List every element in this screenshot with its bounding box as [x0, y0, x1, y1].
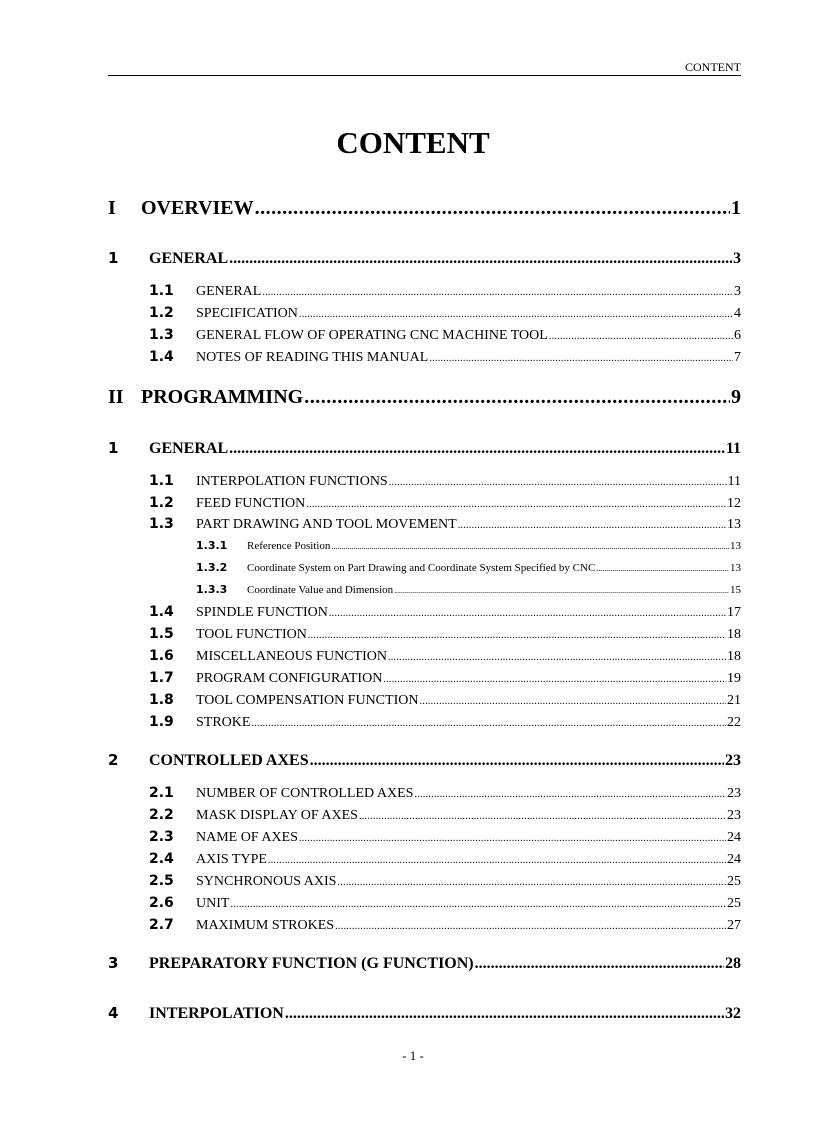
toc-title: MAXIMUM STROKES	[196, 918, 335, 933]
toc-title: SPINDLE FUNCTION	[196, 605, 328, 620]
toc-number: 1.2	[149, 495, 174, 511]
dot-leader	[414, 789, 726, 800]
toc-number: 2.1	[149, 785, 174, 801]
toc-number: 1.8	[149, 692, 174, 708]
toc-page: 18	[727, 627, 741, 642]
toc-title: GENERAL	[149, 440, 229, 457]
toc-entry-section[interactable]	[149, 283, 741, 300]
dot-leader	[383, 674, 726, 685]
toc-entry-section[interactable]	[149, 626, 741, 643]
toc-number: 2.7	[149, 917, 174, 933]
toc-page: 25	[727, 896, 741, 911]
toc-title: Coordinate Value and Dimension	[247, 584, 394, 596]
toc-number: 1.3.3	[196, 583, 228, 596]
toc-title: INTERPOLATION	[149, 1005, 284, 1022]
toc-number: 1.2	[149, 305, 174, 321]
header-rule	[108, 75, 741, 76]
toc-entry-section[interactable]	[149, 807, 741, 824]
toc-title: PROGRAM CONFIGURATION	[196, 671, 383, 686]
toc-number: 1.1	[149, 283, 174, 299]
toc-entry-part-1[interactable]	[108, 197, 741, 220]
toc-entry-chapter[interactable]	[108, 954, 741, 973]
toc-title: SPECIFICATION	[196, 306, 298, 321]
toc-entry-section[interactable]	[149, 327, 741, 344]
toc-page: 11	[725, 440, 741, 457]
toc-number: II	[108, 386, 124, 408]
dot-leader	[388, 652, 726, 663]
toc-page: 24	[727, 830, 741, 845]
dot-leader	[229, 250, 732, 268]
toc-page: 25	[727, 874, 741, 889]
toc-entry-section[interactable]	[149, 917, 741, 934]
toc-number: 1.3	[149, 516, 174, 532]
toc-number: 2.4	[149, 851, 174, 867]
toc-page: 3	[733, 250, 741, 267]
toc-title: NOTES OF READING THIS MANUAL	[196, 350, 429, 365]
dot-leader	[429, 353, 733, 364]
dot-leader	[329, 608, 726, 619]
toc-title: OVERVIEW	[141, 197, 254, 219]
dot-leader	[337, 877, 726, 888]
toc-page: 13	[730, 562, 741, 574]
toc-entry-section[interactable]	[149, 873, 741, 890]
toc-number: 1.4	[149, 604, 174, 620]
toc-number: 1.3.1	[196, 539, 228, 552]
toc-title: PART DRAWING AND TOOL MOVEMENT	[196, 517, 457, 532]
page-number: - 1 -	[402, 1048, 424, 1063]
toc-page: 13	[730, 540, 741, 552]
toc-title: INTERPOLATION FUNCTIONS	[196, 474, 388, 489]
toc-page: 28	[725, 955, 741, 972]
toc-number: 1.6	[149, 648, 174, 664]
dot-leader	[359, 811, 726, 822]
toc-entry-subsection[interactable]	[196, 561, 741, 574]
toc-entry-section[interactable]	[149, 349, 741, 366]
toc-entry-section[interactable]	[149, 851, 741, 868]
dot-leader	[596, 564, 729, 573]
dot-leader	[285, 1005, 724, 1023]
toc-title: GENERAL FLOW OF OPERATING CNC MACHINE TOOL	[196, 328, 548, 343]
toc-page: 32	[725, 1005, 741, 1022]
toc-number: 3	[108, 954, 119, 972]
toc-page: 22	[727, 715, 741, 730]
dot-leader	[262, 287, 733, 298]
toc-number: 1.3	[149, 327, 174, 343]
toc-entry-chapter[interactable]	[108, 249, 741, 268]
toc-entry-section[interactable]	[149, 785, 741, 802]
toc-title: MISCELLANEOUS FUNCTION	[196, 649, 387, 664]
dot-leader	[255, 197, 730, 220]
toc-title: CONTROLLED AXES	[149, 752, 309, 769]
toc-entry-chapter[interactable]	[108, 1004, 741, 1023]
toc-entry-chapter[interactable]	[108, 439, 741, 458]
toc-title: UNIT	[196, 896, 230, 911]
toc-title: NAME OF AXES	[196, 830, 298, 845]
toc-title: PREPARATORY FUNCTION (G FUNCTION)	[149, 955, 474, 972]
toc-page: 23	[727, 808, 741, 823]
dot-leader	[229, 440, 725, 458]
dot-leader	[304, 386, 730, 409]
toc-entry-section[interactable]	[149, 895, 741, 912]
toc-page: 23	[725, 752, 741, 769]
dot-leader	[308, 630, 726, 641]
toc-page: 4	[734, 306, 741, 321]
toc-number: 1.3.2	[196, 561, 228, 574]
toc-number: 2.3	[149, 829, 174, 845]
toc-entry-section[interactable]	[149, 305, 741, 322]
toc-entry-subsection[interactable]	[196, 583, 741, 596]
toc-title: TOOL COMPENSATION FUNCTION	[196, 693, 419, 708]
toc-title: Coordinate System on Part Drawing and Coordinate System Specified by CNC	[247, 562, 596, 574]
toc-number: 2.2	[149, 807, 174, 823]
dot-leader	[458, 520, 726, 531]
toc-entry-section[interactable]	[149, 648, 741, 665]
dot-leader	[251, 718, 726, 729]
running-header: CONTENT	[685, 60, 741, 74]
toc-page: 13	[727, 517, 741, 532]
toc-page: 7	[734, 350, 741, 365]
toc-number: 4	[108, 1004, 119, 1022]
toc-entry-section[interactable]	[149, 516, 741, 533]
toc-page: 1	[731, 197, 741, 219]
dot-leader	[310, 752, 724, 770]
dot-leader	[331, 542, 729, 551]
toc-title: STROKE	[196, 715, 251, 730]
toc-entry-section[interactable]	[149, 473, 741, 490]
toc-number: I	[108, 197, 116, 219]
toc-number: 1.5	[149, 626, 174, 642]
toc-entry-section[interactable]	[149, 692, 741, 709]
toc-title: Reference Position	[247, 540, 331, 552]
toc-page: 6	[734, 328, 741, 343]
toc-title: FEED FUNCTION	[196, 496, 306, 511]
toc-number: 1	[108, 439, 119, 457]
toc-page: 12	[727, 496, 741, 511]
toc-number: 1	[108, 249, 119, 267]
toc-entry-section[interactable]	[149, 495, 741, 512]
dot-leader	[475, 955, 724, 973]
toc-page: 11	[727, 474, 741, 489]
dot-leader	[549, 331, 733, 342]
toc-entry-section[interactable]	[149, 714, 741, 731]
dot-leader	[335, 921, 726, 932]
dot-leader	[299, 309, 733, 320]
dot-leader	[306, 499, 726, 510]
dot-leader	[389, 477, 727, 488]
toc-title: AXIS TYPE	[196, 852, 267, 867]
toc-number: 2	[108, 751, 119, 769]
dot-leader	[230, 899, 726, 910]
dot-leader	[268, 855, 726, 866]
dot-leader	[299, 833, 726, 844]
toc-page: 9	[731, 386, 741, 408]
toc-number: 1.4	[149, 349, 174, 365]
toc-title: GENERAL	[149, 250, 229, 267]
dot-leader	[394, 586, 729, 595]
toc-page: 23	[727, 786, 741, 801]
toc-page: 15	[730, 584, 741, 596]
toc-title: NUMBER OF CONTROLLED AXES	[196, 786, 414, 801]
toc-number: 2.5	[149, 873, 174, 889]
toc-page: 27	[727, 918, 741, 933]
toc-number: 2.6	[149, 895, 174, 911]
toc-entry-part-2[interactable]	[108, 386, 741, 409]
toc-page: 3	[734, 284, 741, 299]
toc-page: 21	[727, 693, 741, 708]
toc-entry-subsection[interactable]	[196, 539, 741, 552]
toc-entry-section[interactable]	[149, 670, 741, 687]
toc-title: MASK DISPLAY OF AXES	[196, 808, 358, 823]
toc-page: 19	[727, 671, 741, 686]
toc-number: 1.1	[149, 473, 174, 489]
toc-title: SYNCHRONOUS AXIS	[196, 874, 337, 889]
toc-page: 24	[727, 852, 741, 867]
toc-page: 18	[727, 649, 741, 664]
toc-number: 1.7	[149, 670, 174, 686]
dot-leader	[419, 696, 726, 707]
toc-title: TOOL FUNCTION	[196, 627, 307, 642]
toc-title: PROGRAMMING	[141, 386, 304, 408]
toc-number: 1.9	[149, 714, 174, 730]
toc-entry-chapter[interactable]	[108, 751, 741, 770]
page-title: CONTENT	[336, 125, 490, 160]
toc-title: GENERAL	[196, 284, 262, 299]
toc-page: 17	[727, 605, 741, 620]
toc-entry-section[interactable]	[149, 829, 741, 846]
toc-entry-section[interactable]	[149, 604, 741, 621]
